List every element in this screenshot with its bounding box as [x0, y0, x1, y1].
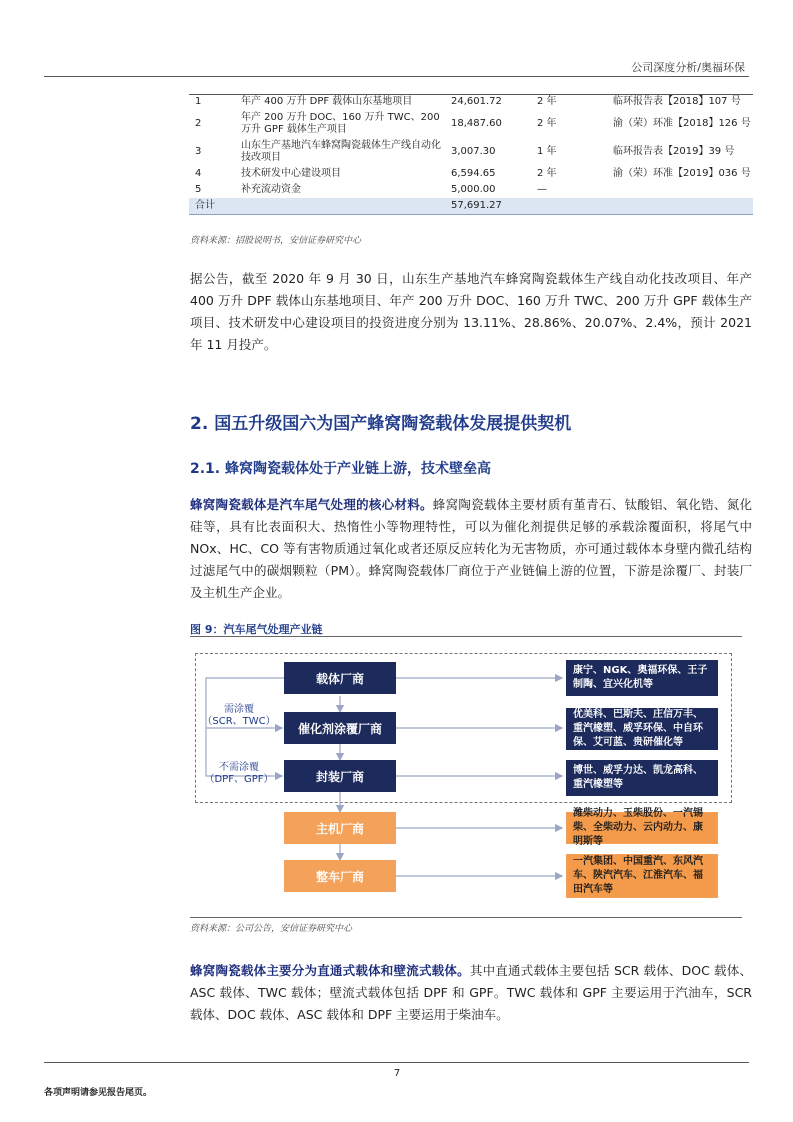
vehicle-maker-box: 整车厂商 — [284, 860, 396, 892]
row-amount: 24,601.72 — [451, 96, 502, 107]
row-name: 技术研发中心建设项目 — [241, 168, 341, 179]
row-no: 4 — [195, 168, 202, 179]
packager-box: 封装厂商 — [284, 760, 396, 792]
header-title: 公司深度分析/奥福环保 — [631, 61, 745, 74]
project-table — [189, 94, 753, 215]
carrier-types-body: 其中直通式载体主要包括 SCR 载体、DOC 载体、ASC 载体、TWC 载体；壁流式载体包括 DPF 和 GPF。TWC 载体和 GPF 主要运用于汽油车，SCR 载体、DOC 载体、ASC 载体和 DPF 主要运用于柴油车。 — [190, 963, 752, 1022]
row-name: 年产 200 万升 DOC、160 万升 TWC、200 万升 GPF 载体生产项目 — [241, 112, 440, 135]
row-name: 年产 400 万升 DPF 载体山东基地项目 — [241, 96, 413, 107]
row-years: 1 年 — [537, 146, 557, 157]
figure-title: 图 9：汽车尾气处理产业链 — [190, 623, 323, 636]
row-no: 5 — [195, 184, 202, 195]
row-years: 2 年 — [537, 118, 557, 129]
row-name: 山东生产基地汽车蜂窝陶瓷载体生产线自动化技改项目 — [241, 140, 441, 163]
section-2-title: 2. 国五升级国六为国产蜂窝陶瓷载体发展提供契机 — [190, 414, 572, 434]
table-row — [189, 138, 753, 166]
row-approval: 临环报告表【2019】39 号 — [613, 146, 735, 157]
table-row — [189, 94, 753, 110]
engine-companies: 潍柴动力、玉柴股份、一汽锡柴、全柴动力、云内动力、康明斯等 — [566, 812, 718, 844]
progress-paragraph: 据公告，截至 2020 年 9 月 30 日，山东生产基地汽车蜂窝陶瓷载体生产线自动化技改项目、年产 400 万升 DPF 载体山东基地项目、年产 200 万升 DOC、160 万升 TWC、200 万升 GPF 载体生产项目、技术研发中心建设项目的投资进度分别为 13.11%、28.86%、20.07%、2.4%，预计 2021 年 11 月投产。 — [190, 271, 752, 352]
carrier-body: 蜂窝陶瓷载体主要材质有堇青石、钛酸铝、氧化锆、氮化硅等，具有比表面积大、热惰性小等物理特性，可以为催化剂提供足够的承载涂覆面积，将尾气中 NOx、HC、CO 等有害物质通过氧化或者还原反应转化为无害物质，亦可通过载体本身壁内微孔结构过滤尾气中的碳烟颗粒（PM）。蜂窝陶瓷载体厂商位于产业链偏上游的位置，下游是涂覆厂、封装厂及主机生产企业。 — [190, 497, 752, 600]
catalyst-companies: 优美科、巴斯夫、庄信万丰、重汽橡塑、威孚环保、中自环保、艾可蓝、贵研催化等 — [566, 708, 718, 750]
packager-companies: 博世、威孚力达、凯龙高科、重汽橡塑等 — [566, 760, 718, 796]
row-approval: 临环报告表【2018】107 号 — [613, 96, 741, 107]
vehicle-companies: 一汽集团、中国重汽、东风汽车、陕汽汽车、江淮汽车、福田汽车等 — [566, 854, 718, 898]
carrier-types-paragraph — [190, 960, 752, 1026]
carrier-paragraph — [190, 494, 752, 604]
row-amount: 3,007.30 — [451, 146, 496, 157]
row-amount: 5,000.00 — [451, 184, 496, 195]
row-years: 2 年 — [537, 96, 557, 107]
row-approval: 渝（荣）环准【2019】036 号 — [613, 168, 751, 179]
carrier-maker-box: 载体厂商 — [284, 662, 396, 694]
figure-top-rule — [190, 636, 742, 637]
header-rule — [44, 76, 749, 77]
catalyst-coater-box: 催化剂涂覆厂商 — [284, 712, 396, 744]
table-row — [189, 110, 753, 138]
row-no: 1 — [195, 96, 202, 107]
row-no: 3 — [195, 146, 202, 157]
table-row — [189, 182, 753, 198]
carrier-types-lead: 蜂窝陶瓷载体主要分为直通式载体和壁流式载体。 — [190, 963, 470, 978]
figure-source: 资料来源：公司公告，安信证券研究中心 — [190, 924, 353, 934]
row-years: — — [537, 184, 547, 195]
total-label: 合计 — [189, 198, 239, 214]
page-number: 7 — [393, 1068, 401, 1079]
no-coating-label: 不需涂覆 （DPF、GPF） — [204, 762, 274, 785]
total-amount: 57,691.27 — [449, 198, 535, 214]
table-total-row — [189, 198, 753, 214]
table-row — [189, 166, 753, 182]
footer-rule — [44, 1062, 749, 1063]
section-2-1-title: 2.1. 蜂窝陶瓷载体处于产业链上游，技术壁垒高 — [190, 461, 491, 477]
carrier-lead: 蜂窝陶瓷载体是汽车尾气处理的核心材料。 — [190, 497, 433, 512]
footer-disclaimer: 各项声明请参见报告尾页。 — [44, 1088, 153, 1098]
need-coating-label: 需涂覆 （SCR、TWC） — [202, 704, 276, 727]
row-approval: 渝（荣）环准【2018】126 号 — [613, 118, 751, 129]
row-amount: 6,594.65 — [451, 168, 496, 179]
engine-maker-box: 主机厂商 — [284, 812, 396, 844]
row-amount: 18,487.60 — [451, 118, 502, 129]
carrier-companies: 康宁、NGK、奥福环保、王子制陶、宜兴化机等 — [566, 660, 718, 696]
row-years: 2 年 — [537, 168, 557, 179]
row-name: 补充流动资金 — [241, 184, 301, 195]
row-no: 2 — [195, 118, 202, 129]
table-source: 资料来源：招股说明书，安信证券研究中心 — [190, 236, 362, 246]
figure-bottom-rule — [190, 917, 742, 918]
row-approval — [611, 182, 753, 198]
